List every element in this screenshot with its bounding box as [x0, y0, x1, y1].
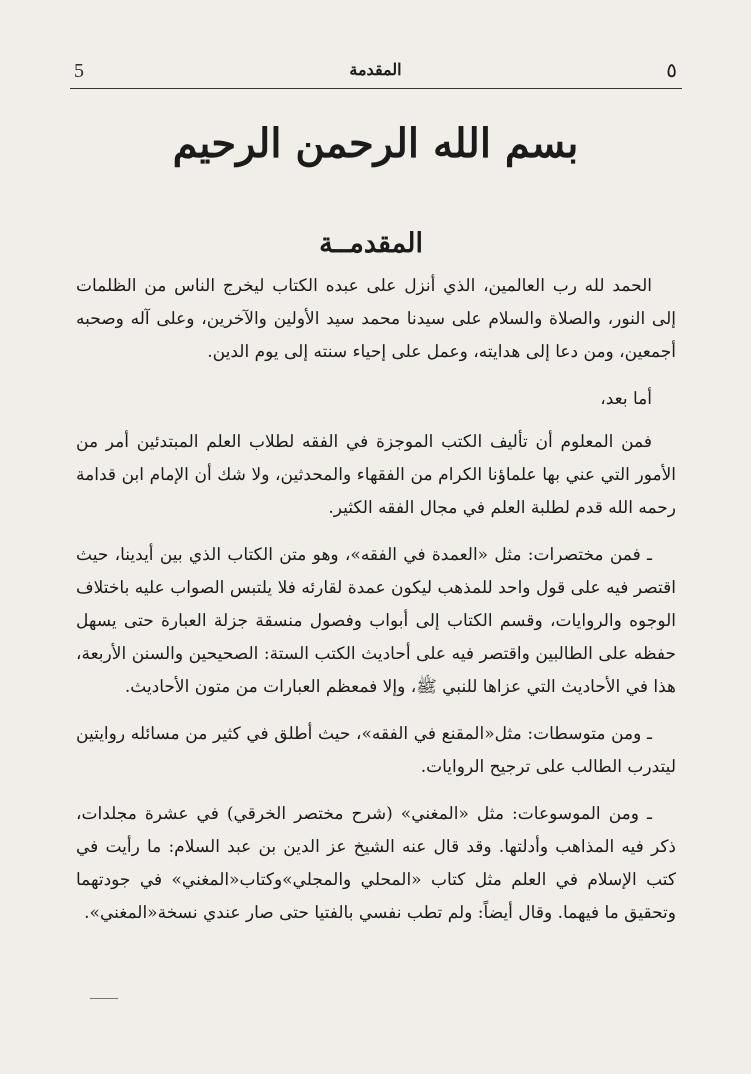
- paragraph-mughni: ـ ومن الموسوعات: مثل «المغني» (شرح مختصر الخرقي) في عشرة مجلدات، ذكر فيه المذاهب وأدلتها. وقد قال عنه الشيخ عز الدين بن عبد السلام: ما رأيت في كتب الإسلام في العلم مثل كتاب «المحلي والمجلي»وكتاب«المغني» في جودتهما وتحقيق ما فيهما. وقال أيضاً: ولم تطب نفسي بالفتيا حتى صار عندي نسخة«المغني».: [76, 804, 676, 923]
- running-title: المقدمة: [349, 60, 402, 79]
- body-text: [76, 270, 676, 944]
- paragraph-umda: ـ فمن مختصرات: مثل «العمدة في الفقه»، وهو متن الكتاب الذي بين أيدينا، حيث اقتصر فيه على قول واحد للمذهب ليكون عمدة لقارئه فلا يلتبس الصواب عليه باختلاف الوجوه والروايات، وقسم الكتاب إلى أبواب وفصول منسقة جزلة العبارة حتى يسهل حفظه على الطالبين واقتصر فيه على أحاديث الكتب الستة: الصحيحين والسنن الأربعة، هذا في الأحاديث التي عزاها للنبي ﷺ، وإلا فمعظم العبارات من متون الأحاديث.: [76, 545, 676, 697]
- paragraph-intro: فمن المعلوم أن تأليف الكتب الموجزة في الفقه لطلاب العلم المبتدئين أمر من الأمور التي عني بها علماؤنا الكرام من الفقهاء والمحدثين، ولا شك أن الإمام ابن قدامة رحمه الله قدم لطلبة العلم في مجال الفقه الكثير.: [76, 432, 676, 518]
- page-number-latin: 5: [74, 60, 84, 82]
- bismillah-calligraphy: بسم الله الرحمن الرحيم: [172, 120, 579, 167]
- page-number-arabic: ٥: [666, 58, 677, 82]
- section-heading: المقدمــة: [319, 228, 423, 259]
- footnote-rule: [90, 998, 118, 999]
- paragraph-opening: الحمد لله رب العالمين، الذي أنزل على عبده الكتاب ليخرج الناس من الظلمات إلى النور، والصلاة والسلام على سيدنا محمد سيد الأولين والآخرين، وعلى آله وصحبه أجمعين، ومن دعا إلى هدايته، وعمل على إحياء سنته إلى يوم الدين.: [76, 276, 676, 362]
- paragraph-amma-baad: أما بعد،: [600, 389, 652, 409]
- paragraph-muqni: ـ ومن متوسطات: مثل«المقنع في الفقه»، حيث أطلق في كثير من مسائله روايتين ليتدرب الطالب على ترجيح الروايات.: [76, 724, 676, 777]
- header-rule: [70, 88, 682, 89]
